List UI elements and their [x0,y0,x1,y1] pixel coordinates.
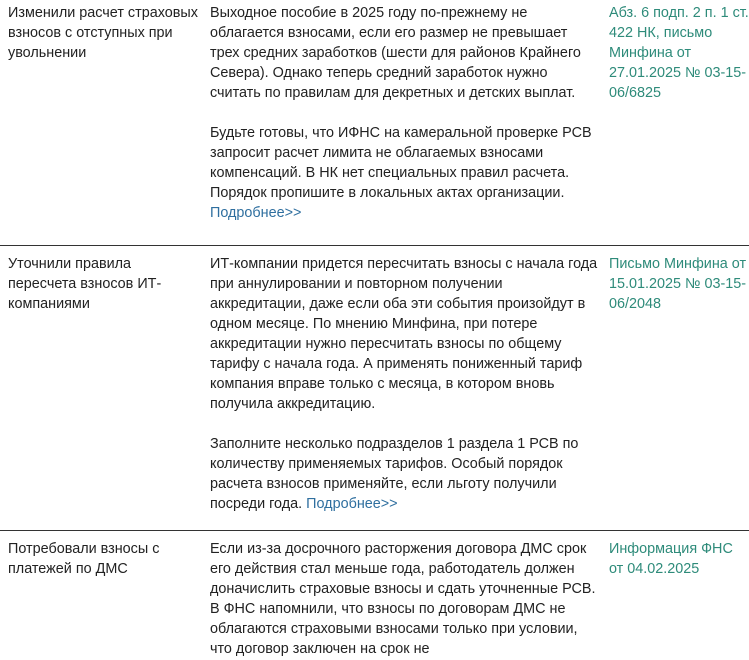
more-link[interactable]: Подробнее>> [306,496,398,512]
more-link[interactable]: Подробнее>> [210,205,302,221]
description-paragraph: Выходное пособие в 2025 году по-прежнему не облагается взносами, если его размер не превышает трех средних заработков (шести для районов Крайнего Севера). Однако теперь средний заработок нужно считать по правилам для декретных и детских выплат. [210,5,581,101]
description-paragraph: Если из-за досрочного расторжения договора ДМС срок его действия стал меньше года, работодатель должен доначислить страховые взносы и сдать уточненные РСВ. В ФНС напомнили, что взносы по договорам ДМС не облагаются страховыми взносами только при условии, что договор заключен на срок не [210,541,596,657]
topic-text: Изменили расчет страховых взносов с отступных при увольнении [8,5,198,61]
source-cell [598,246,749,314]
description-cell [198,0,598,223]
description-text: Заполните несколько подразделов 1 раздела 1 РСВ по количеству применяемых тарифов. Особый порядок расчета взносов применяйте, если льготу получили посреди года. [210,436,579,512]
table-row [0,0,749,245]
description-cell [198,246,598,514]
topic-cell [0,531,198,579]
source-text: Информация ФНС от 04.02.2025 [609,541,733,577]
description-paragraph: ИТ-компании придется пересчитать взносы с начала года при аннулировании и повторном получении аккредитации, даже если оба эти события произойдут в одном месяце. По мнению Минфина, при потере аккредитации нужно пересчитать взносы по общему тарифу с начала года. А применять пониженный тариф компания вправе только с месяца, в котором вновь получила аккредитацию. [210,256,598,412]
source-cell [598,0,749,103]
source-text: Письмо Минфина от 15.01.2025 № 03-15-06/2048 [609,256,747,312]
topic-cell [0,246,198,314]
table-row [0,245,749,530]
topic-cell [0,0,198,63]
source-cell [598,531,749,579]
description-paragraph [210,434,598,514]
description-cell [198,531,598,659]
topic-text: Потребовали взносы с платежей по ДМС [8,541,160,577]
source-text: Абз. 6 подп. 2 п. 1 ст. 422 НК, письмо Минфина от 27.01.2025 № 03-15-06/6825 [609,5,749,101]
description-text: Будьте готовы, что ИФНС на камеральной проверке РСВ запросит расчет лимита не облагаемых взносами компенсаций. В НК нет специальных правил расчета. Порядок пропишите в локальных актах организации. [210,125,592,201]
table-row [0,530,749,660]
description-paragraph [210,123,598,223]
topic-text: Уточнили правила пересчета взносов ИТ-компаниями [8,256,162,312]
